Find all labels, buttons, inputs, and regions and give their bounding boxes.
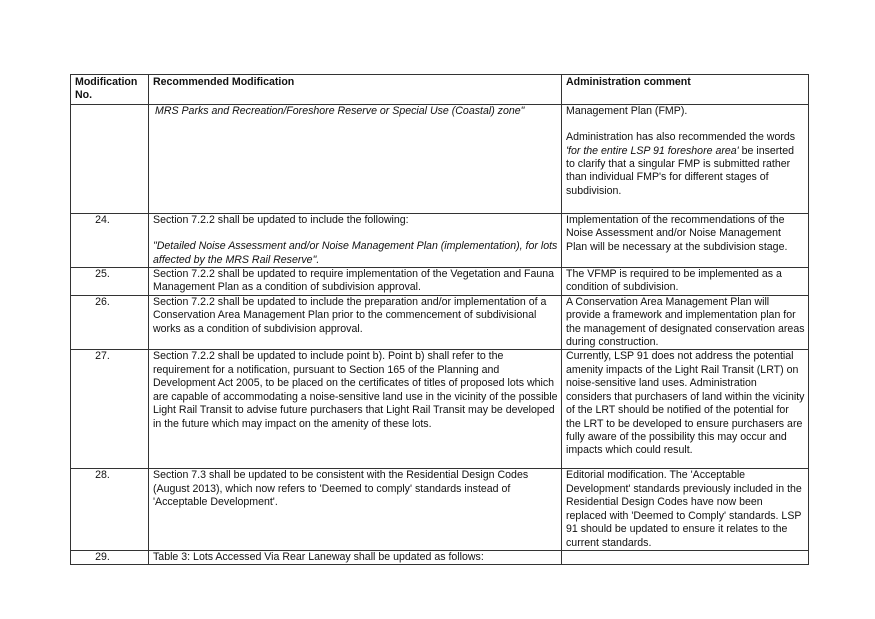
recommended-modification-cell: Section 7.3 shall be updated to be consistent with the Residential Design Codes (August 2013), which now refers to 'Deemed to comply' standards instead of 'Acceptable Development'. [149, 469, 562, 550]
comment-text: be inserted to clarify that a singular FMP is submitted rather than individual FMP's for different stages of subdivision. [566, 144, 795, 197]
administration-comment-cell [562, 104, 809, 213]
header-modification-number: Modification No. [71, 75, 149, 105]
modification-number-cell: 29. [71, 550, 149, 564]
recommended-modification-cell: Section 7.2.2 shall be updated to include point b). Point b) shall refer to the requirement for a notification, pursuant to Section 165 of the Planning and Development Act 2005, to be placed on the certificates of titles of proposed lots which are capable of accommodating a noise-sensitive land use in the vicinity of the possible Light Rail Transit to advise future purchasers that Light Rail Transit may be developed in the future which may impact on the amenity of these lots. [149, 350, 562, 469]
table-header-row [71, 75, 809, 105]
modification-number-cell: 24. [71, 213, 149, 267]
comment-paragraph [566, 131, 805, 198]
modification-paragraph: Section 7.2.2 shall be updated to include the following: [153, 213, 409, 226]
administration-comment-cell: A Conservation Area Management Plan will provide a framework and implementation plan for the management of designated conservation areas during construction. [562, 295, 809, 350]
table-row [71, 295, 809, 350]
table-row [71, 350, 809, 469]
recommended-modification-cell: Section 7.2.2 shall be updated to require implementation of the Vegetation and Fauna Management Plan as a condition of subdivision approval. [149, 268, 562, 296]
administration-comment-cell: Implementation of the recommendations of the Noise Assessment and/or Noise Management Plan will be necessary at the subdivision stage. [562, 213, 809, 267]
modification-number-cell [71, 104, 149, 213]
header-recommended-modification: Recommended Modification [149, 75, 562, 105]
recommended-modification-cell [149, 213, 562, 267]
administration-comment-cell [562, 550, 809, 564]
recommended-modification-cell: Table 3: Lots Accessed Via Rear Laneway shall be updated as follows: [149, 550, 562, 564]
comment-text: Administration has also recommended the words [566, 131, 796, 144]
modification-number-cell: 25. [71, 268, 149, 296]
table-row [71, 213, 809, 267]
modifications-table [70, 74, 809, 565]
comment-paragraph: Management Plan (FMP). [566, 104, 688, 117]
administration-comment-cell: Currently, LSP 91 does not address the potential amenity impacts of the Light Rail Transit (LRT) on noise-sensitive land uses. Administration considers that purchasers of land within the vicinity of the LRT should be notified of the potential for the LRT to be developed to ensure purchasers are fully aware of the possibility this may occur and impacts which could result. [562, 350, 809, 469]
table-row [71, 104, 809, 213]
table-row [71, 469, 809, 550]
recommended-modification-cell: Section 7.2.2 shall be updated to include the preparation and/or implementation of a Conservation Area Management Plan prior to the commencement of subdivisional works as a condition of subdivision approval. [149, 295, 562, 350]
table-row [71, 268, 809, 296]
paragraph-gap [566, 118, 805, 131]
administration-comment-cell: The VFMP is required to be implemented as a condition of subdivision. [562, 268, 809, 296]
header-administration-comment: Administration comment [562, 75, 809, 105]
recommended-modification-cell: MRS Parks and Recreation/Foreshore Reserve or Special Use (Coastal) zone" [149, 104, 562, 213]
modification-number-cell: 26. [71, 295, 149, 350]
paragraph-gap [153, 227, 558, 240]
modification-number-cell: 27. [71, 350, 149, 469]
comment-quoted-text: 'for the entire LSP 91 foreshore area' [566, 144, 739, 157]
table-row [71, 550, 809, 564]
administration-comment-cell: Editorial modification. The 'Acceptable Development' standards previously included in the Residential Design Codes have now been replaced with 'Deemed to Comply' standards. LSP 91 should be updated to ensure it relates to the current standards. [562, 469, 809, 550]
modification-number-cell: 28. [71, 469, 149, 550]
modification-quote: "Detailed Noise Assessment and/or Noise Management Plan (implementation), for lots affected by the MRS Rail Reserve". [153, 240, 558, 266]
